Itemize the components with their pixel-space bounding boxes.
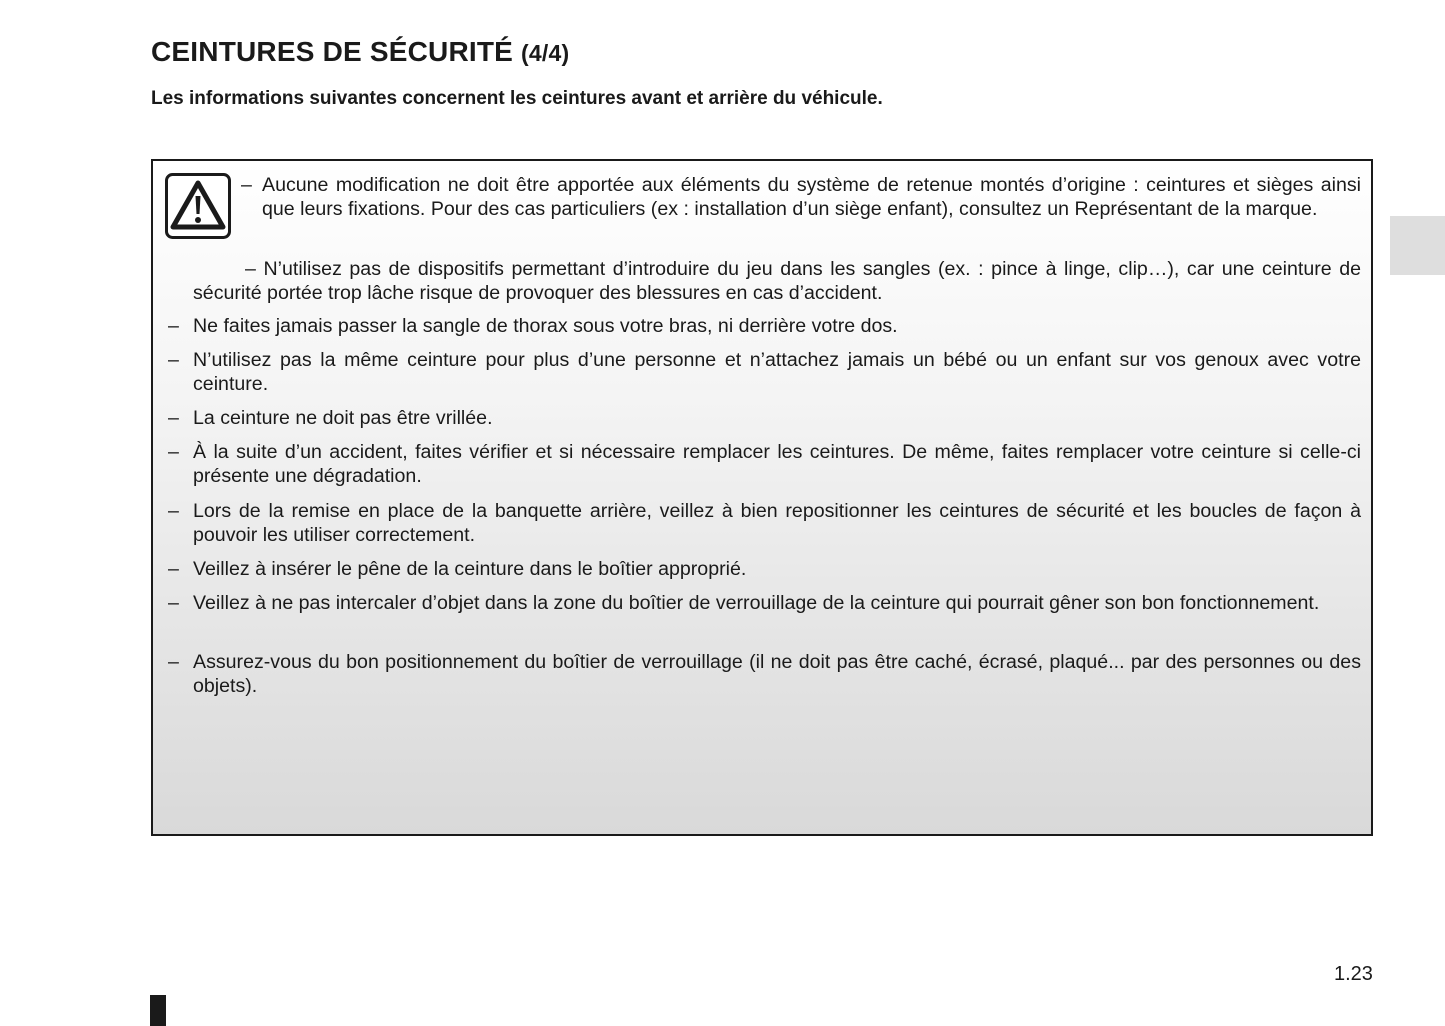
warning-item	[168, 650, 1361, 698]
item-dash: –	[168, 651, 179, 673]
item-text: Lors de la remise en place de la banquette arrière, veillez à bien repositionner les ceintures de sécurité et les boucles de façon à pouvoir les utiliser correctement.	[193, 500, 1361, 546]
item-text: Assurez-vous du bon positionnement du boîtier de verrouillage (il ne doit pas être caché, écrasé, plaqué... par des personnes ou des objets).	[193, 651, 1361, 697]
item-dash: –	[245, 258, 256, 280]
page-title	[151, 36, 569, 68]
item-dash: –	[168, 315, 179, 337]
item-text: À la suite d’un accident, faites vérifier et si nécessaire remplacer les ceintures. De même, faites remplacer votre ceinture si celle-ci présente une dégradation.	[193, 441, 1361, 487]
item-dash: –	[241, 174, 252, 196]
warning-item	[241, 173, 1361, 221]
corner-crop-mark	[150, 995, 166, 1026]
item-dash: –	[168, 441, 179, 463]
item-dash: –	[168, 500, 179, 522]
item-text: Ne faites jamais passer la sangle de thorax sous votre bras, ni derrière votre dos.	[193, 315, 898, 337]
warning-item	[168, 314, 1361, 338]
warning-triangle-icon	[165, 173, 231, 239]
warning-item	[168, 406, 1361, 430]
warning-item	[193, 257, 1361, 305]
item-text: La ceinture ne doit pas être vrillée.	[193, 407, 493, 429]
item-dash: –	[168, 349, 179, 371]
warning-item	[168, 348, 1361, 396]
section-tab-marker	[1390, 216, 1445, 275]
item-text: Aucune modification ne doit être apportée aux éléments du système de retenue montés d’origine : ceintures et sièges ainsi que leurs fixations. Pour des cas particuliers (ex : installation d’un siège enfant), consultez un Représentant de la marque.	[262, 174, 1361, 220]
item-text: N’utilisez pas de dispositifs permettant d’introduire du jeu dans les sangles (ex. : pince à linge, clip…), car une ceinture de sécurité portée trop lâche risque de provoquer des blessures en cas d’accident.	[193, 258, 1361, 304]
warning-item	[168, 591, 1361, 615]
item-text: N’utilisez pas la même ceinture pour plus d’une personne et n’attachez jamais un bébé ou un enfant sur vos genoux avec votre ceinture.	[193, 349, 1361, 395]
page-subtitle: Les informations suivantes concernent les ceintures avant et arrière du véhicule.	[151, 88, 883, 109]
item-dash: –	[168, 592, 179, 614]
page-title-part: (4/4)	[521, 40, 570, 66]
warning-box	[151, 159, 1373, 836]
page-number: 1.23	[1334, 963, 1373, 985]
page-title-text: CEINTURES DE SÉCURITÉ	[151, 36, 514, 67]
warning-item	[168, 557, 1361, 581]
item-dash: –	[168, 558, 179, 580]
item-text: Veillez à ne pas intercaler d’objet dans la zone du boîtier de verrouillage de la ceinture qui pourrait gêner son bon fonctionnement.	[193, 592, 1320, 614]
item-dash: –	[168, 407, 179, 429]
warning-item	[168, 499, 1361, 547]
item-text: Veillez à insérer le pêne de la ceinture dans le boîtier approprié.	[193, 558, 747, 580]
warning-item	[168, 440, 1361, 488]
